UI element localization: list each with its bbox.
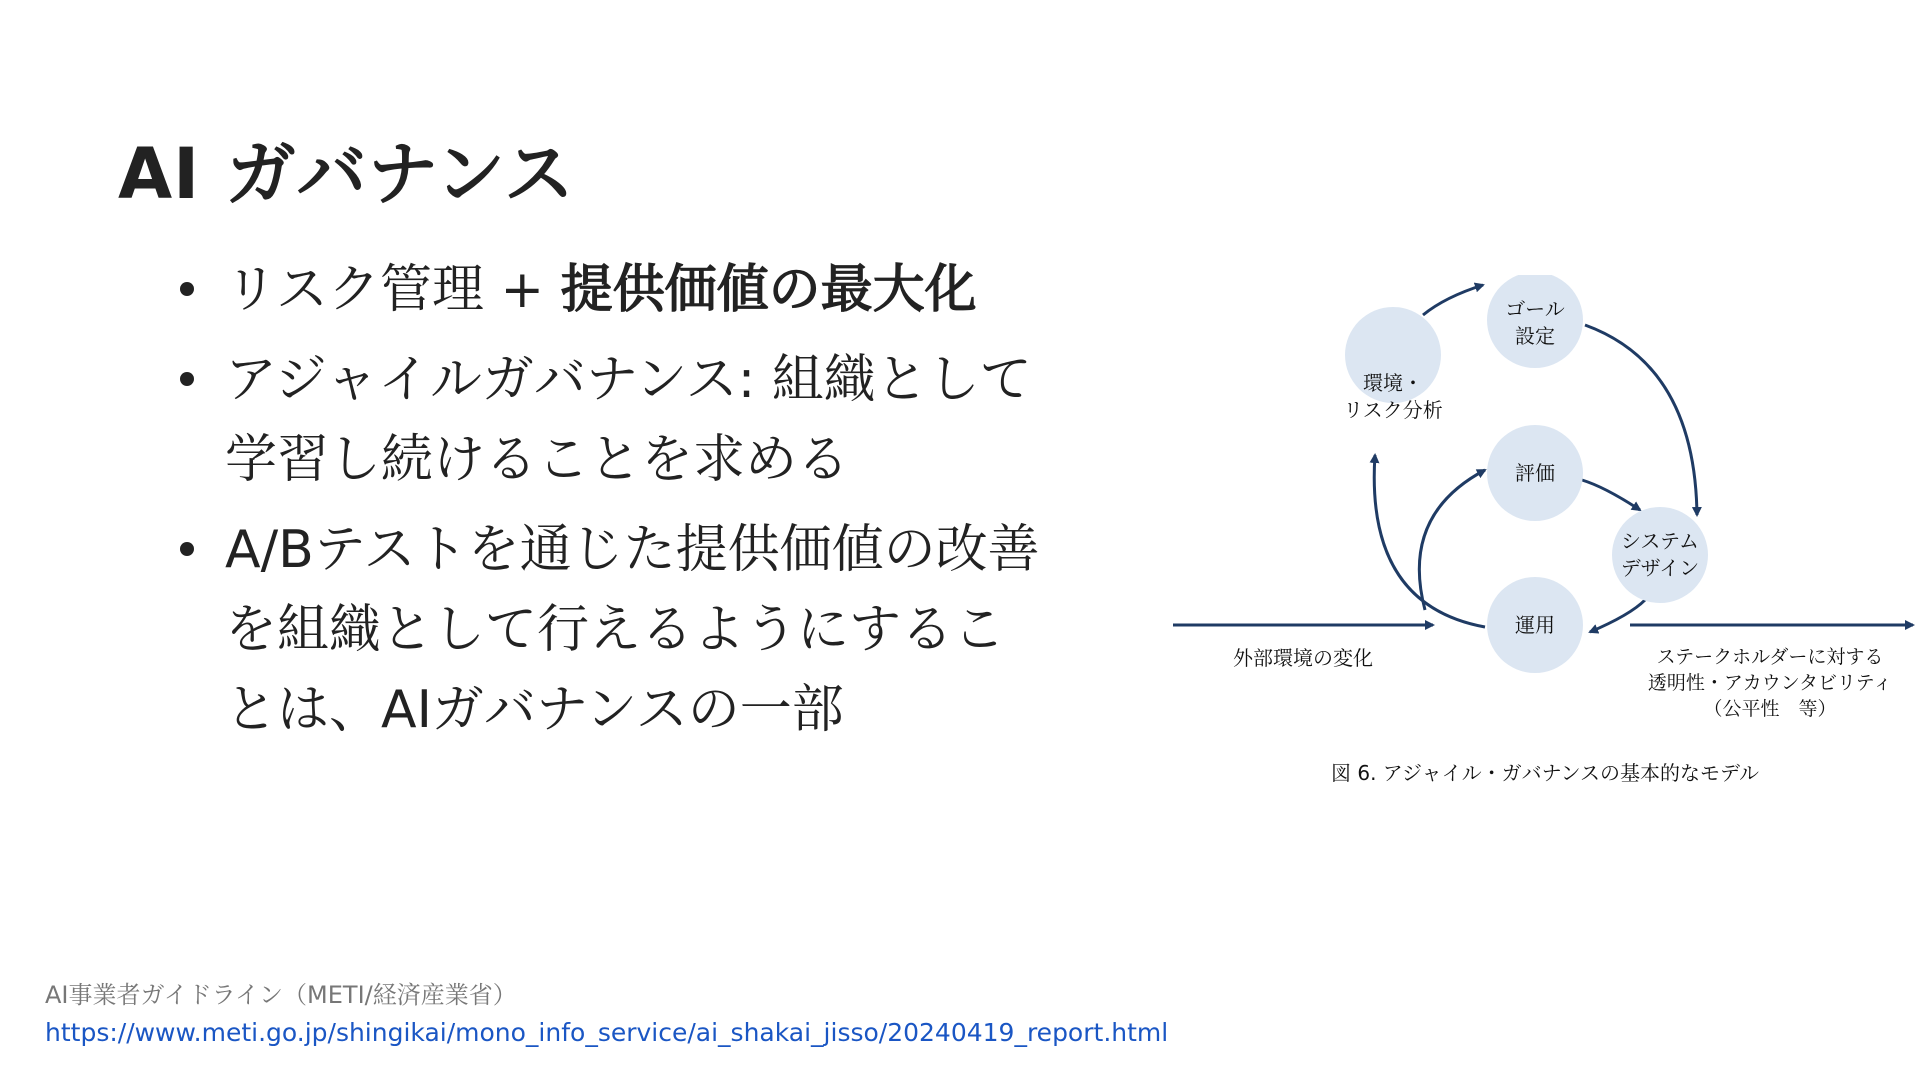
node-system-label: デザイン [1620,556,1700,580]
arrow-system-to-ops [1590,600,1645,632]
source-citation: AI事業者ガイドライン（METI/経済産業省） [45,981,517,1009]
slide-title: AI ガバナンス [118,133,575,215]
diagram-caption: 図 6. アジャイル・ガバナンスの基本的なモデル [1331,761,1759,785]
bullet-dot-icon [180,282,194,296]
bullet-dot-icon [180,372,194,386]
node-system [1612,507,1708,603]
node-goal-label: ゴール [1505,297,1565,321]
bullet-item [180,340,1050,500]
bullet-list [180,250,1050,760]
arrow-ops-to-eval [1419,470,1485,610]
input-label: 外部環境の変化 [1233,646,1373,670]
node-ops-label: 運用 [1515,613,1555,637]
bullet-item [180,510,1050,750]
arrow-eval-to-system [1582,480,1640,510]
output-label: 透明性・アカウンタビリティ [1647,672,1893,694]
node-goal-label: 設定 [1515,324,1555,348]
arrow-env-to-goal [1423,285,1483,315]
diagram-svg [1165,275,1920,795]
bullet-text: リスク管理 + [225,260,561,320]
bullet-dot-icon [180,542,194,556]
bullet-text: A/Bテストを通じた提供価値の改善を組織として行えるようにすることは、AIガバナンスの一部 [225,520,1040,740]
node-env-label: 環境・ [1363,371,1423,395]
output-label: ステークホルダーに対する [1656,646,1884,668]
node-goal [1487,275,1583,368]
node-eval-label: 評価 [1515,461,1555,485]
bullet-bold-text: 提供価値の最大化 [560,260,977,320]
agile-governance-diagram [1165,275,1920,795]
bullet-text: アジャイルガバナンス: 組織として学習し続けることを求める [225,350,1032,490]
output-label: （公平性 等） [1703,698,1837,720]
node-env-label: リスク分析 [1343,398,1443,422]
node-system-label: システム [1621,529,1699,553]
bullet-item [180,250,1050,330]
source-link[interactable]: https://www.meti.go.jp/shingikai/mono_info_service/ai_shakai_jisso/20240419_report.html [45,1018,1169,1047]
